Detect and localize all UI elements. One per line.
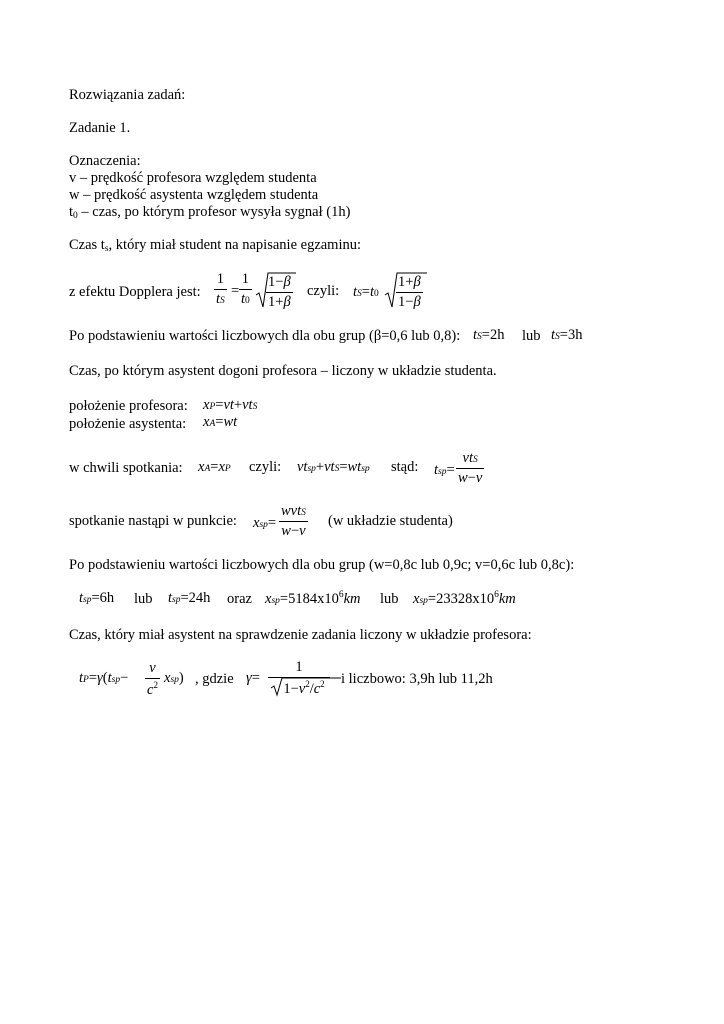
tsp-value-1: tsp=6h [79, 590, 115, 606]
task-title: Zadanie 1. [69, 120, 131, 136]
catchup-text: Czas, po którym asystent dogoni profesora – liczony w układzie studenta. [69, 363, 497, 379]
ts-formula: tS=t0 [353, 284, 379, 300]
prof-position-formula: xP=vt+vtS [203, 397, 258, 413]
prof-position-label: położenie profesora: [69, 398, 188, 414]
meeting-condition: xA=xP [198, 459, 231, 475]
doppler-label: z efektu Dopplera jest: [69, 284, 201, 300]
t0-symbol: t [69, 204, 74, 220]
tsp-symbol: tsp= [434, 462, 455, 478]
numeric1-text: Po podstawieniu wartości liczbowych dla obu grup (β=0,6 lub 0,8): [69, 328, 461, 344]
meeting-czyli: czyli: [249, 459, 282, 475]
time-student-pre: Czas t [69, 237, 105, 253]
fraction-beta-2: 1+β 1−β [398, 274, 421, 310]
meeting-equation: vtsp+vtS=wtsp [297, 459, 370, 475]
meeting-label: w chwili spotkania: [69, 460, 183, 476]
time-student-sub: s [104, 244, 109, 254]
notation-v: v – prędkość profesora względem studenta [69, 170, 317, 186]
t0-description: – czas, po którym profesor wysyła sygnał (1h) [77, 204, 351, 220]
xsp-value-2: $xsp=23328x10^6km$ [413, 590, 516, 607]
final-gdzie: , gdzie [195, 671, 234, 687]
v-over-c2-fraction: v $c^2$ [147, 660, 158, 698]
asys-position-label: położenie asystenta: [69, 416, 187, 432]
xsp-symbol: xsp= [253, 515, 277, 531]
numeric1-result2: tS=3h [551, 327, 583, 343]
point-label: spotkanie nastąpi w punkcie: [69, 513, 237, 529]
t0-subscript: 0 [73, 211, 78, 221]
fraction-1-over-t0: 1 t0 [241, 271, 250, 307]
xsp-fraction: wvtS w−v [281, 503, 306, 539]
notation-title: Oznaczenia: [69, 153, 141, 169]
time-student-line [69, 237, 361, 258]
assistant-text: Czas, który miał asystent na sprawdzenie zadania liczony w układzie profesora: [69, 627, 532, 643]
asys-position-formula: xA=wt [203, 414, 238, 430]
numeric2-lub2: lub [380, 591, 399, 607]
doppler-czyli: czyli: [307, 283, 340, 299]
gamma-symbol: γ= [246, 670, 260, 686]
final-result: i liczbowo: 3,9h lub 11,2h [341, 671, 493, 687]
header-text: Rozwiązania zadań: [69, 87, 186, 103]
numeric1-result1: tS=2h [473, 327, 505, 343]
gamma-fraction: 1 $1-v^2/c^2$ [268, 660, 330, 696]
numeric2-oraz: oraz [227, 591, 252, 607]
numeric2-lub1: lub [134, 591, 153, 607]
notation-t0 [69, 204, 350, 225]
time-student-post: , który miał student na napisanie egzaminu: [108, 237, 362, 253]
tsp-fraction: vtS w−v [458, 450, 483, 486]
tsp-value-2: tsp=24h [168, 590, 211, 606]
fraction-beta-1: 1−β 1+β [268, 274, 291, 310]
notation-w: w – prędkość asystenta względem studenta [69, 187, 319, 203]
point-note: (w układzie studenta) [328, 513, 453, 529]
tp-formula-start: tP=γ(tsp− [79, 670, 129, 686]
tp-formula-end: xsp) [164, 670, 184, 686]
fraction-1-over-ts: 1 tS [216, 271, 225, 307]
numeric1-lub: lub [522, 328, 541, 344]
numeric2-text: Po podstawieniu wartości liczbowych dla obu grup (w=0,8c lub 0,9c; v=0,6c lub 0,8c): [69, 557, 575, 573]
meeting-stad: stąd: [391, 459, 419, 475]
xsp-value-1: $xsp=5184x10^6km$ [265, 590, 361, 607]
